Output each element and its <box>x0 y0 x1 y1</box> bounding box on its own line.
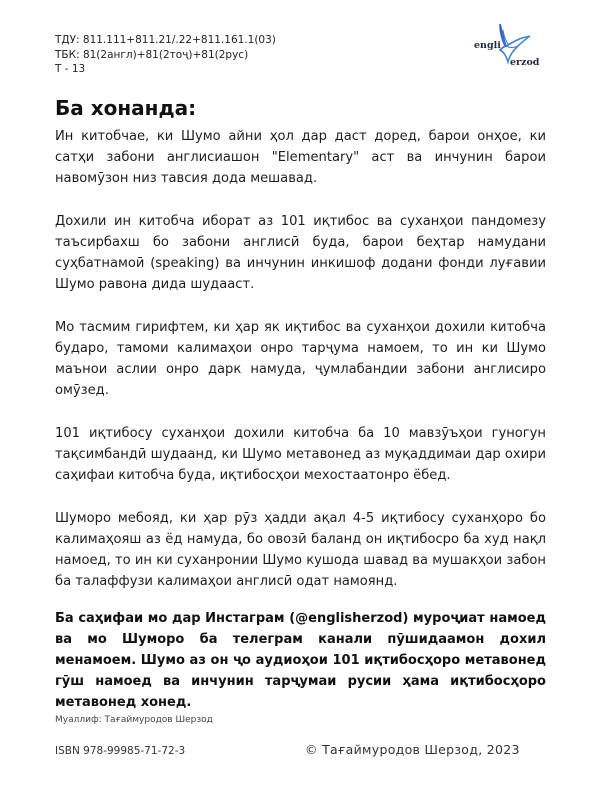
paragraph-topics: 101 иқтибосу суханҳои дохили китобча ба 10 мавзӯъҳои гуногун тақсимбандӣ шудаанд, ки Шумо метавонед аз муқаддимаи дар охири саҳифаи китобча буда, иқтибосҳои мехостаатонро ёбед. <box>55 426 546 483</box>
paragraph-advice: Шуморо мебояд, ки ҳар рӯз ҳадди ақал 4-5 иқтибосу суханҳоро бо калимаҳояш аз ёд намуда, бо овозӣ баланд он иқтибосро ба худ нақл намоед, то ин ки суханронии Шумо кушода шавад ва мушакҳои забон ба талаффузи калимаҳои англисӣ одат намоянд. <box>55 511 546 589</box>
copyright: © Тағаймуродов Шерзод, 2023 <box>305 742 520 757</box>
author-line: Муаллиф: Тағаймуродов Шерзод <box>55 715 213 725</box>
page-title: Ба хонанда: <box>55 96 197 120</box>
logo-text-erzod: erzod <box>510 57 540 68</box>
author-mark: Т - 13 <box>55 63 86 75</box>
tbk-code: ТБК: 81(2англ)+81(2тоҷ)+81(2рус) <box>55 48 249 61</box>
paragraph-translation: Мо тасмим гирифтем, ки ҳар як иқтибос ва суханҳои дохили китобча бударо, тамоми калимаҳои онро тарҷума намоем, то ин ки Шумо маънои аслии онро дарк намуда, ҷумлабандии забони англисиро омӯзед. <box>55 320 546 398</box>
isbn: ISBN 978-99985-71-72-3 <box>55 745 186 757</box>
paragraph-intro: Ин китобчае, ки Шумо айни ҳол дар даст доред, барои онҳое, ки сатҳи забони англисиашон "Elementary" аст ва инчунин барои навомӯзон низ тавсия дода мешавад. <box>55 129 546 186</box>
page-content <box>55 126 546 725</box>
englisherzod-logo <box>468 22 548 82</box>
paragraph-contents: Дохили ин китобча иборат аз 101 иқтибос ва суханҳои пандомезу таъсирбахш бо забони англисӣ буда, барои беҳтар намудани суҳбатнамоӣ (speaking) ва инчунин инкишоф додани фонди луғавии Шумо равона дида шудааст. <box>55 214 546 292</box>
tdu-code: ТДУ: 811.111+811.21/.22+811.161.1(03) <box>55 34 276 46</box>
paragraph-instagram: Ба саҳифаи мо дар Инстаграм (@englisherzod) муроҷиат намоед ва мо Шуморо ба телеграм канали пӯшидаамон дохил менамоем. Шумо аз он ҷо аудиоҳои 101 иқтибосҳоро метавонед гӯш намоед ва инчунин тарҷумаи русии ҳама иқтибосҳоро метавонед хонед. <box>55 611 546 710</box>
logo-text-engli: engli <box>474 40 501 51</box>
classification-block <box>55 33 276 77</box>
